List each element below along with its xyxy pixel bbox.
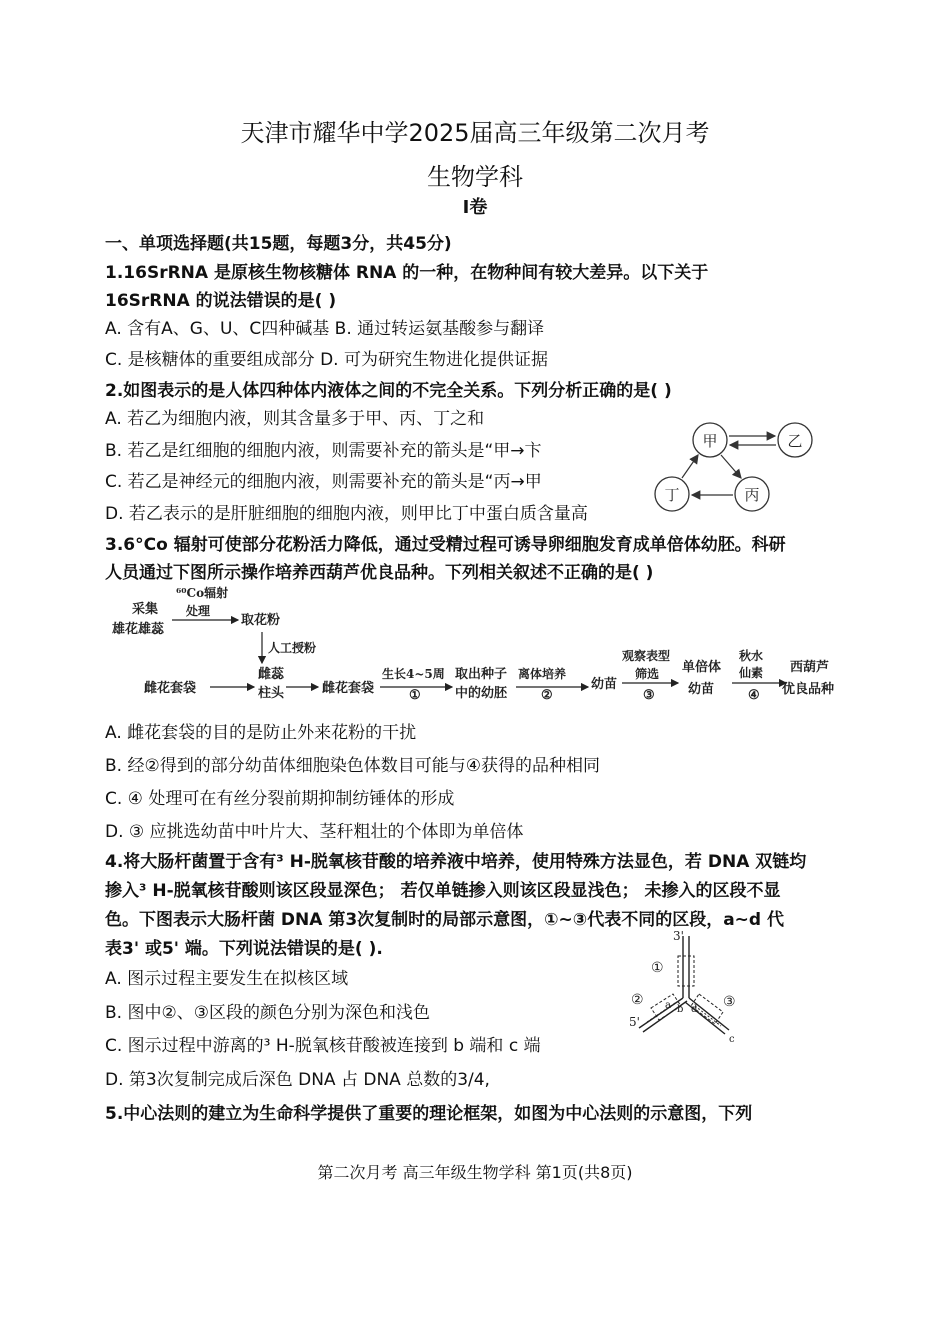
q4-region-1: ①	[651, 960, 664, 976]
q4-region-3: ③	[723, 994, 736, 1010]
fc-collect2: 雄花雄蕊	[112, 622, 165, 637]
fc-grow: 生长4~5周	[382, 667, 445, 681]
q1-options-cd: C. 是核糖体的重要组成部分 D. 可为研究生物进化提供证据	[105, 350, 548, 370]
q4-option-c: C. 图示过程中游离的³ H-脱氧核苷酸被连接到 b 端和 c 端	[105, 1036, 541, 1056]
q4-stem-line4: 表3' 或5' 端。下列说法错误的是( ).	[105, 939, 383, 959]
q4-end-b: b	[677, 1004, 684, 1015]
q4-replication-diagram	[625, 928, 755, 1046]
q4-region-2: ②	[631, 992, 644, 1008]
q3-stem-line2: 人员通过下图所示操作培养西葫芦优良品种。下列相关叙述不正确的是( )	[105, 563, 654, 583]
fc-culture: 离体培养	[518, 667, 567, 681]
fc-take1: 取出种子	[455, 667, 508, 682]
q5-stem-line1: 5.中心法则的建立为生命科学提供了重要的理论框架，如图为中心法则的示意图，下列	[105, 1104, 753, 1124]
volume-label: I卷	[462, 197, 488, 218]
label-ding: 丁	[664, 486, 680, 504]
q2-option-c: C. 若乙是神经元的细胞内液，则需要补充的箭头是“丙→甲	[105, 472, 542, 492]
q3-option-a: A. 雌花套袋的目的是防止外来花粉的干扰	[105, 723, 417, 743]
q1-stem-line1: 1.16SrRNA 是原核生物核糖体 RNA 的一种，在物种间有较大差异。以下关于	[105, 263, 709, 283]
fc-step1: ①	[409, 688, 421, 703]
fc-observe: 观察表型	[622, 649, 671, 663]
q4-end-d: d	[691, 1004, 698, 1015]
fc-result2: 优良品种	[782, 682, 835, 697]
q4-end-c: c	[729, 1034, 735, 1045]
fc-haploid2: 幼苗	[688, 682, 715, 697]
q4-option-b: B. 图中②、③区段的颜色分别为深色和浅色	[105, 1003, 430, 1023]
fc-stigma2: 柱头	[258, 686, 285, 701]
fc-bag1: 雌花套袋	[144, 681, 197, 696]
fc-select: 筛选	[635, 667, 660, 681]
q4-option-a: A. 图示过程主要发生在拟核区域	[105, 969, 349, 989]
q4-label-3prime: 3'	[673, 929, 684, 943]
page-footer: 第二次月考 高三年级生物学科 第1页(共8页)	[317, 1163, 633, 1182]
label-jia: 甲	[702, 432, 718, 450]
q2-option-d: D. 若乙表示的是肝脏细胞的细胞内液，则甲比丁中蛋白质含量高	[105, 504, 588, 524]
section-heading: 一、单项选择题(共15题，每题3分，共45分)	[105, 234, 452, 254]
q4-option-d: D. 第3次复制完成后深色 DNA 占 DNA 总数的3/4,	[105, 1070, 490, 1090]
q1-stem-line2: 16SrRNA 的说法错误的是( )	[105, 291, 337, 311]
q3-stem-line1: 3.6°Co 辐射可使部分花粉活力降低，通过受精过程可诱导卵细胞发育成单倍体幼胚。科研	[105, 535, 786, 555]
q4-label-5prime: 5'	[629, 1015, 640, 1029]
label-bing: 丙	[744, 486, 760, 504]
fc-step4: ④	[748, 688, 760, 703]
subject-title: 生物学科	[427, 163, 523, 191]
q1-options-ab: A. 含有A、G、U、C四种碱基 B. 通过转运氨基酸参与翻译	[105, 319, 545, 339]
q3-option-b: B. 经②得到的部分幼苗体细胞染色体数目可能与④获得的品种相同	[105, 756, 600, 776]
arrow-ding-jia	[682, 455, 698, 478]
fc-stigma1: 雌蕊	[258, 667, 285, 682]
q3-option-d: D. ③ 应挑选幼苗中叶片大、茎秆粗壮的个体即为单倍体	[105, 822, 524, 842]
label-yi: 乙	[787, 432, 803, 450]
fc-pollinate: 人工授粉	[268, 641, 317, 655]
fc-co-bottom: 处理	[186, 604, 211, 618]
q4-end-a: a	[665, 1000, 671, 1011]
fc-pollen: 取花粉	[241, 613, 281, 628]
q2-fluid-diagram	[645, 418, 825, 518]
q4-stem-line2: 掺入³ H-脱氧核苷酸则该区段显深色； 若仅单链掺入则该区段显浅色； 未掺入的区段不显	[105, 881, 781, 901]
fc-collect1: 采集	[132, 602, 159, 617]
q3-option-c: C. ④ 处理可在有丝分裂前期抑制纺锤体的形成	[105, 789, 455, 809]
q4-stem-line3: 色。下图表示大肠杆菌 DNA 第3次复制时的局部示意图，①~③代表不同的区段，a~d 代	[105, 910, 784, 930]
fc-seedling: 幼苗	[591, 677, 618, 692]
q2-stem: 2.如图表示的是人体四种体内液体之间的不完全关系。下列分析正确的是( )	[105, 381, 672, 401]
q4-stem-line1: 4.将大肠杆菌置于含有³ H-脱氧核苷酸的培养液中培养，使用特殊方法显色，若 DNA 双链均	[105, 852, 807, 872]
arrow-jia-bing	[721, 455, 741, 478]
fc-bag2: 雌花套袋	[322, 681, 375, 696]
fc-co-top: ⁶⁰Co辐射	[176, 586, 229, 600]
fc-colch1: 秋水	[739, 649, 764, 663]
q3-breeding-flowchart	[110, 585, 850, 710]
fc-haploid1: 单倍体	[682, 660, 722, 675]
fc-result1: 西葫芦	[790, 660, 830, 675]
fc-step2: ②	[541, 688, 553, 703]
fc-take2: 中的幼胚	[455, 686, 508, 701]
q2-option-a: A. 若乙为细胞内液，则其含量多于甲、丙、丁之和	[105, 409, 485, 429]
fc-colch2: 仙素	[739, 666, 764, 680]
exam-title: 天津市耀华中学2025届高三年级第二次月考	[240, 119, 710, 147]
fc-step3: ③	[643, 688, 655, 703]
q2-option-b: B. 若乙是红细胞的细胞内液，则需要补充的箭头是“甲→卞	[105, 441, 542, 461]
